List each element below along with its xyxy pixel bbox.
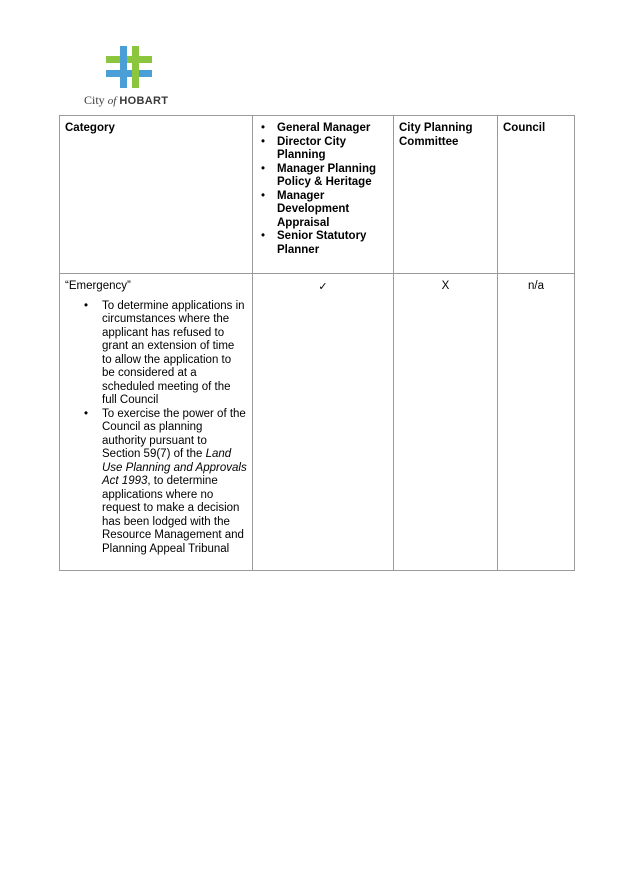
category-item [102,408,247,557]
category-item-text: To exercise the power of the Council as planning authority pursuant to Section 59(7) of the [102,407,246,460]
header-officers [253,116,394,274]
officer-item: • Manager Development Appraisal [277,190,388,231]
council-value: n/a [528,280,544,292]
logo-of-text: of [107,95,117,107]
council-value-cell [498,274,575,571]
category-item: • To determine applications in circumstances where the applicant has refused to grant an extension of time to allow the application to be considered at a scheduled meeting of the full Council [102,300,247,408]
officers-list [258,122,388,257]
logo-wordmark [84,93,176,107]
committee-value-cell [394,274,498,571]
officers-value-cell [253,274,394,571]
category-item-text: , to determine applications where no request to make a decision has been lodged with the Resource Management and Planning Appeal Tribunal [102,475,244,555]
committee-value: X [441,280,450,292]
logo-city-text: City [84,93,105,107]
officer-item: • General Manager [277,122,388,136]
table-header-row [60,116,575,274]
header-category-label: Category [65,122,115,134]
header-council-label: Council [503,122,546,134]
category-list [65,300,247,557]
hobart-logo-mark-icon [106,46,152,88]
category-cell [60,274,253,571]
act-name-italic: Land Use Planning and Approvals Act 1993 [102,448,247,487]
officer-item: • Manager Planning Policy & Heritage [277,163,388,190]
delegation-table [59,115,575,571]
logo-name-text: HOBART [119,95,169,107]
checkmark-icon: ✓ [318,280,328,293]
officer-item: • Director City Planning [277,136,388,163]
category-title: “Emergency” [65,280,131,292]
header-committee [394,116,498,274]
header-committee-label: City Planning Committee [399,122,473,148]
header-category [60,116,253,274]
header-council [498,116,575,274]
city-of-hobart-logo [84,46,176,108]
table-row [60,274,575,571]
officer-item: • Senior Statutory Planner [277,230,388,257]
